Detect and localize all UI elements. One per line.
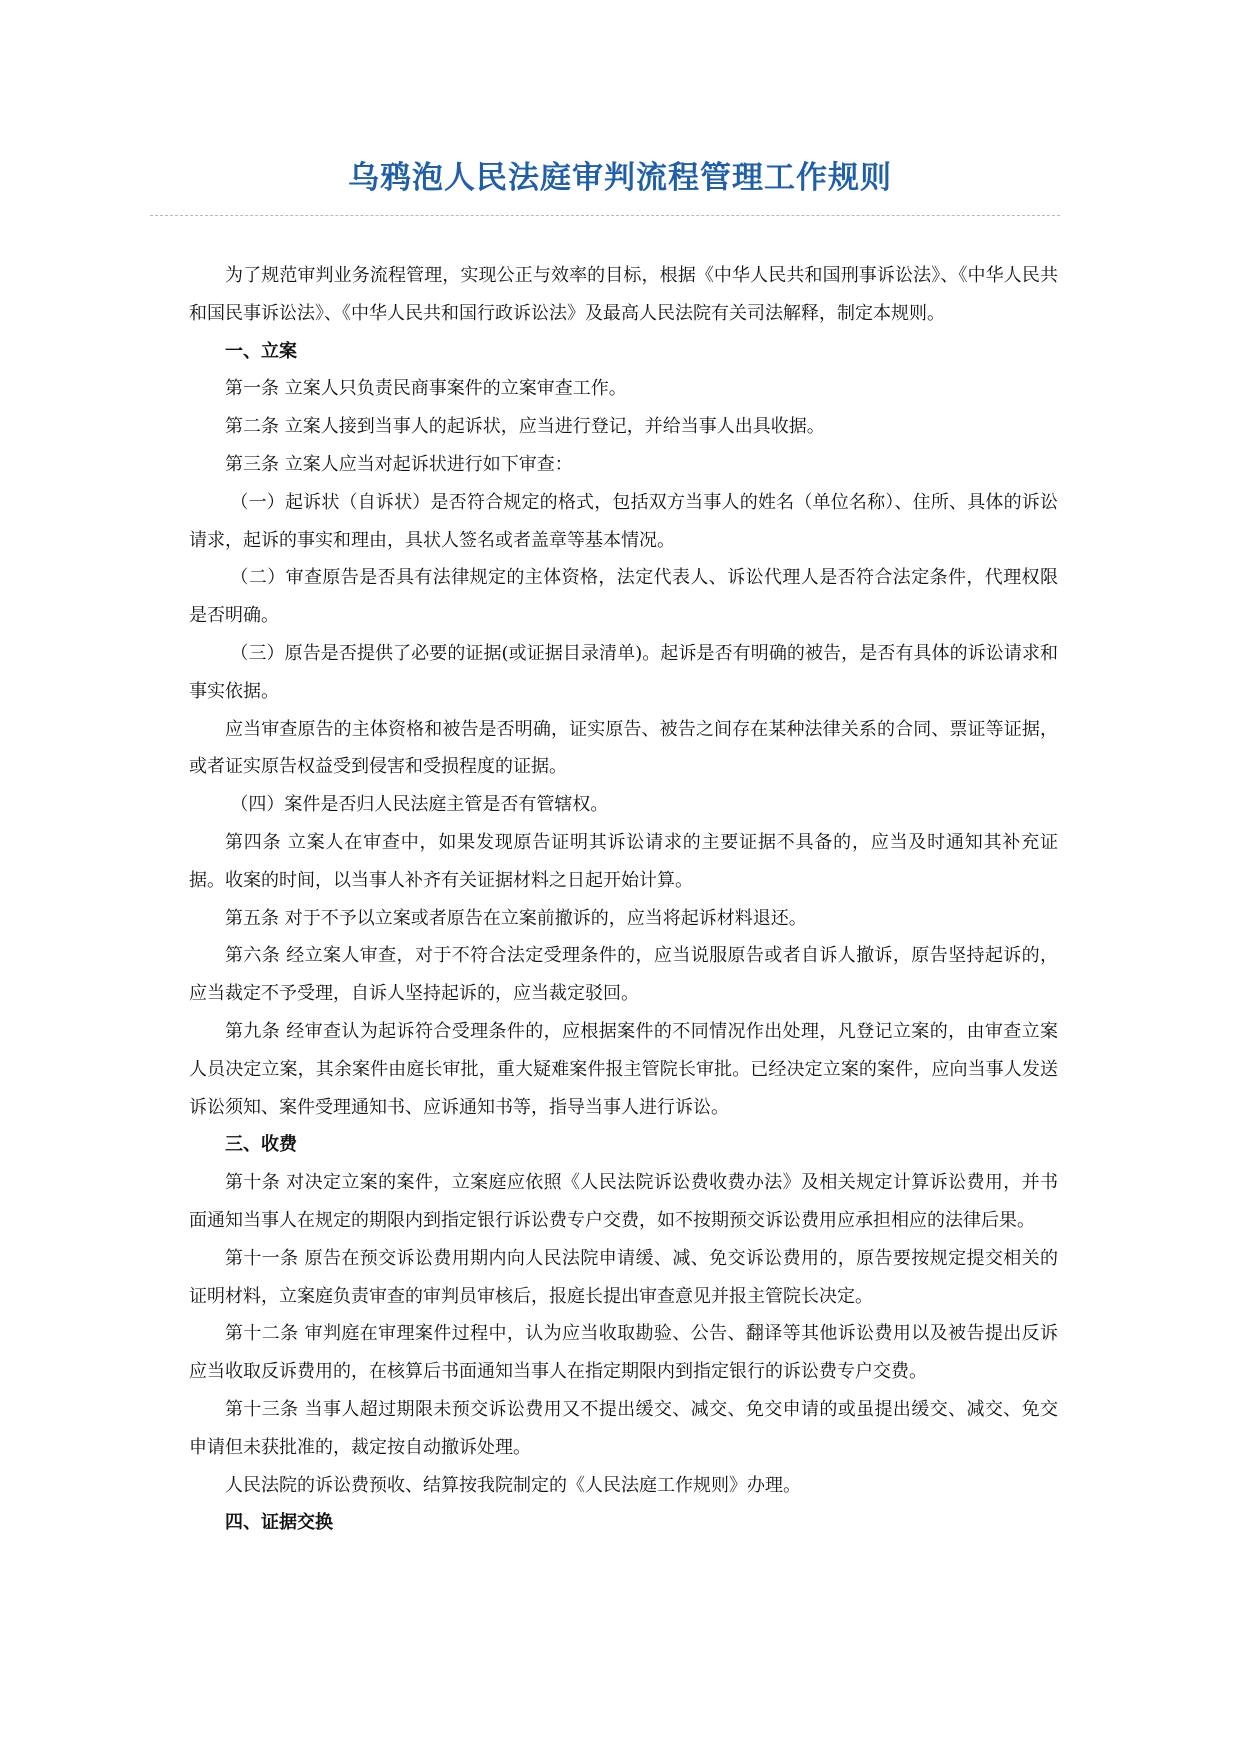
article-3-note: 应当审查原告的主体资格和被告是否明确，证实原告、被告之间存在某种法律关系的合同、票证等证据，或者证实原告权益受到侵害和受损程度的证据。 <box>189 718 1058 778</box>
fees-note: 人民法院的诉讼费预收、结算按我院制定的《人民法庭工作规则》办理。 <box>225 1474 801 1496</box>
article-9: 第九条 经审查认为起诉符合受理条件的，应根据案件的不同情况作出处理，凡登记立案的，由审查立案人员决定立案，其余案件由庭长审批，重大疑难案件报主管院长审批。已经决定立案的案件，应向当事人发送诉讼须知、案件受理通知书、应诉通知书等，指导当事人进行诉讼。 <box>189 1020 1058 1118</box>
section-heading-evidence: 四、证据交换 <box>225 1512 333 1534</box>
article-3-item-1: （一）起诉状（自诉状）是否符合规定的格式，包括双方当事人的姓名（单位名称）、住所、具体的诉讼请求，起诉的事实和理由，具状人签名或者盖章等基本情况。 <box>189 491 1058 551</box>
article-10: 第十条 对决定立案的案件，立案庭应依照《人民法院诉讼费收费办法》及相关规定计算诉讼费用，并书面通知当事人在规定的期限内到指定银行诉讼费专户交费，如不按期预交诉讼费用应承担相应的法律后果。 <box>189 1172 1058 1231</box>
document-body <box>189 257 1058 1542</box>
article-3-item-2: （二）审查原告是否具有法律规定的主体资格，法定代表人、诉讼代理人是否符合法定条件，代理权限是否明确。 <box>189 567 1058 627</box>
article-6: 第六条 经立案人审查，对于不符合法定受理条件的，应当说服原告或者自诉人撤诉，原告坚持起诉的，应当裁定不予受理，自诉人坚持起诉的，应当裁定驳回。 <box>189 945 1058 1005</box>
article-12: 第十二条 审判庭在审理案件过程中，认为应当收取勘验、公告、翻译等其他诉讼费用以及被告提出反诉应当收取反诉费用的，在核算后书面通知当事人在指定期限内到指定银行的诉讼费专户交费。 <box>189 1323 1058 1383</box>
article-3-item-4: （四）案件是否归人民法庭主管是否有管辖权。 <box>230 794 609 816</box>
article-13: 第十三条 当事人超过期限未预交诉讼费用又不提出缓交、减交、免交申请的或虽提出缓交、减交、免交申请但未获批准的，裁定按自动撤诉处理。 <box>189 1398 1058 1458</box>
intro-paragraph: 为了规范审判业务流程管理，实现公正与效率的目标，根据《中华人民共和国刑事诉讼法》、《中华人民共和国民事诉讼法》、《中华人民共和国行政诉讼法》及最高人民法院有关司法解释，制定本规则。 <box>189 265 1058 324</box>
article-3: 第三条 立案人应当对起诉状进行如下审查： <box>225 453 573 475</box>
article-5: 第五条 对于不予以立案或者原告在立案前撤诉的，应当将起诉材料退还。 <box>225 907 807 929</box>
article-3-item-3: （三）原告是否提供了必要的证据(或证据目录清单)。起诉是否有明确的被告，是否有具体的诉讼请求和事实依据。 <box>189 642 1058 702</box>
article-2: 第二条 立案人接到当事人的起诉状，应当进行登记，并给当事人出具收据。 <box>225 416 825 438</box>
document-title: 乌鸦泡人民法庭审判流程管理工作规则 <box>348 160 892 196</box>
article-4: 第四条 立案人在审查中，如果发现原告证明其诉讼请求的主要证据不具备的，应当及时通知其补充证据。收案的时间，以当事人补齐有关证据材料之日起开始计算。 <box>189 831 1058 891</box>
article-11: 第十一条 原告在预交诉讼费用期内向人民法院申请缓、减、免交诉讼费用的，原告要按规定提交相关的证明材料，立案庭负责审查的审判员审核后，报庭长提出审查意见并报主管院长决定。 <box>189 1247 1058 1307</box>
title-divider <box>150 215 1060 216</box>
article-1: 第一条 立案人只负责民商事案件的立案审查工作。 <box>225 378 627 400</box>
section-heading-filing: 一、立案 <box>225 340 297 362</box>
section-heading-fees: 三、收费 <box>225 1134 297 1156</box>
